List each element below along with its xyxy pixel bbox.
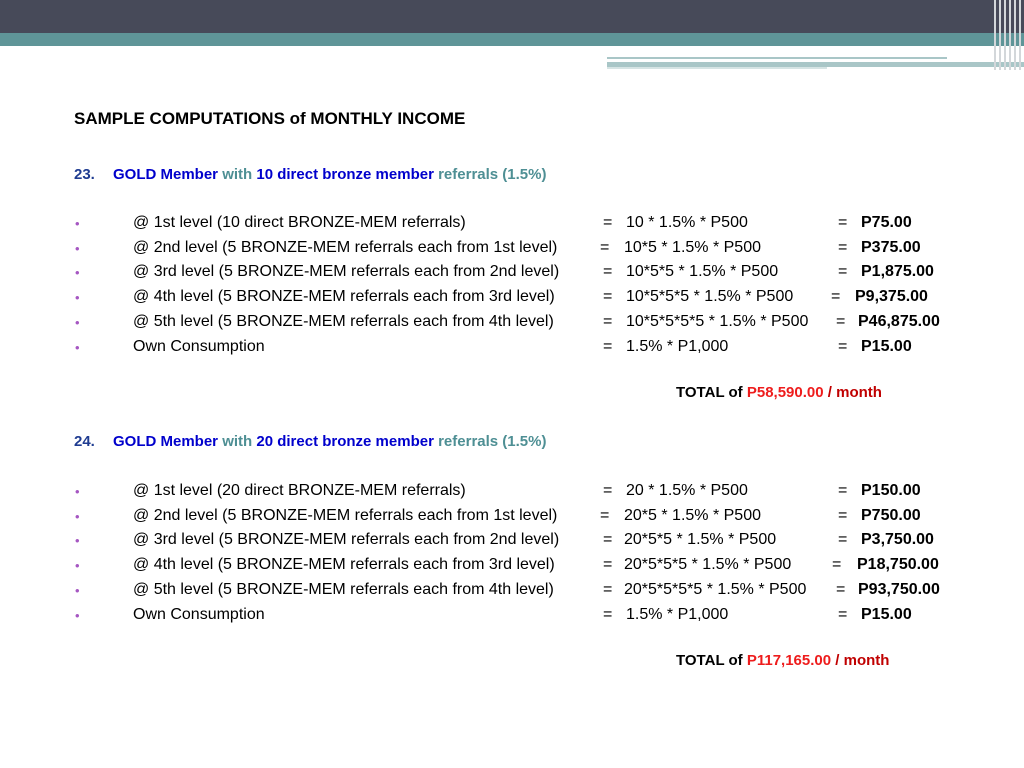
formula: 10*5*5*5*5 * 1.5% * P500 <box>626 313 809 330</box>
equals-sign: = <box>831 288 841 305</box>
equals-sign: = <box>603 214 613 231</box>
equals-sign: = <box>603 606 613 623</box>
equals-sign: = <box>603 556 613 573</box>
total-value: P117,165.00 <box>746 652 832 669</box>
equals-sign: = <box>603 263 613 280</box>
total-label: TOTAL of <box>676 652 743 669</box>
list-item <box>0 313 1024 335</box>
list-item <box>0 263 1024 285</box>
member-label: GOLD Member <box>113 166 219 183</box>
with-label: with <box>222 166 253 183</box>
result-value: P93,750.00 <box>858 581 940 598</box>
section-number: 23. <box>74 166 95 183</box>
formula: 10 * 1.5% * P500 <box>626 214 748 231</box>
formula: 10*5 * 1.5% * P500 <box>624 239 761 256</box>
equals-sign: = <box>838 214 848 231</box>
list-item <box>0 531 1024 553</box>
list-item <box>0 556 1024 578</box>
level-description: @ 1st level (10 direct BRONZE-MEM referrals) <box>133 214 466 231</box>
level-description: @ 2nd level (5 BRONZE-MEM referrals each from 1st level) <box>133 239 558 256</box>
equals-sign: = <box>603 531 613 548</box>
level-description: @ 5th level (5 BRONZE-MEM referrals each from 4th level) <box>133 581 554 598</box>
member-label: GOLD Member <box>113 433 219 450</box>
formula: 20*5*5*5*5 * 1.5% * P500 <box>624 581 807 598</box>
header-bar <box>0 0 1024 33</box>
result-value: P375.00 <box>861 239 921 256</box>
list-item <box>0 214 1024 236</box>
accent-line <box>607 57 947 59</box>
formula: 10*5*5 * 1.5% * P500 <box>626 263 779 280</box>
decorative-stripe <box>1004 0 1006 70</box>
result-value: P15.00 <box>861 338 912 355</box>
formula: 20*5 * 1.5% * P500 <box>624 507 761 524</box>
result-value: P46,875.00 <box>858 313 940 330</box>
list-item <box>0 482 1024 504</box>
level-description: @ 1st level (20 direct BRONZE-MEM referrals) <box>133 482 466 499</box>
level-description: @ 5th level (5 BRONZE-MEM referrals each from 4th level) <box>133 313 554 330</box>
equals-sign: = <box>838 239 848 256</box>
bullet-icon: • <box>75 583 80 598</box>
level-description: @ 3rd level (5 BRONZE-MEM referrals each from 2nd level) <box>133 531 560 548</box>
formula: 1.5% * P1,000 <box>626 606 729 623</box>
total-suffix: / month <box>827 384 882 401</box>
bullet-icon: • <box>75 241 80 256</box>
formula: 20 * 1.5% * P500 <box>626 482 748 499</box>
referrals-label: referrals (1.5%) <box>438 166 547 183</box>
list-item <box>0 581 1024 603</box>
equals-sign: = <box>600 507 610 524</box>
result-value: P1,875.00 <box>861 263 934 280</box>
equals-sign: = <box>600 239 610 256</box>
list-item <box>0 338 1024 360</box>
accent-line <box>607 67 827 69</box>
with-label: with <box>222 433 253 450</box>
equals-sign: = <box>603 581 613 598</box>
bullet-icon: • <box>75 509 80 524</box>
total-line <box>676 652 889 669</box>
bullet-icon: • <box>75 484 80 499</box>
level-description: @ 4th level (5 BRONZE-MEM referrals each from 3rd level) <box>133 288 555 305</box>
bullet-icon: • <box>75 290 80 305</box>
decorative-stripe <box>999 0 1001 70</box>
total-value: P58,590.00 <box>746 384 824 401</box>
section-heading <box>74 433 547 450</box>
teal-accent-bar <box>0 33 1024 46</box>
equals-sign: = <box>603 338 613 355</box>
decorative-stripe <box>994 0 996 70</box>
level-description: @ 3rd level (5 BRONZE-MEM referrals each from 2nd level) <box>133 263 560 280</box>
total-label: TOTAL of <box>676 384 743 401</box>
equals-sign: = <box>838 507 848 524</box>
formula: 1.5% * P1,000 <box>626 338 729 355</box>
result-value: P75.00 <box>861 214 912 231</box>
equals-sign: = <box>838 338 848 355</box>
level-description: @ 4th level (5 BRONZE-MEM referrals each from 3rd level) <box>133 556 555 573</box>
bullet-icon: • <box>75 265 80 280</box>
list-item <box>0 507 1024 529</box>
bullet-icon: • <box>75 558 80 573</box>
equals-sign: = <box>838 531 848 548</box>
result-value: P18,750.00 <box>857 556 939 573</box>
equals-sign: = <box>836 581 846 598</box>
formula: 10*5*5*5 * 1.5% * P500 <box>626 288 794 305</box>
total-line <box>676 384 882 401</box>
equals-sign: = <box>603 313 613 330</box>
equals-sign: = <box>838 606 848 623</box>
list-item <box>0 606 1024 628</box>
equals-sign: = <box>603 288 613 305</box>
result-value: P9,375.00 <box>855 288 928 305</box>
decorative-stripe <box>1019 0 1021 70</box>
level-description: @ 2nd level (5 BRONZE-MEM referrals each from 1st level) <box>133 507 558 524</box>
equals-sign: = <box>603 482 613 499</box>
result-value: P15.00 <box>861 606 912 623</box>
referral-description: 20 direct bronze member <box>256 433 434 450</box>
equals-sign: = <box>838 263 848 280</box>
section-number: 24. <box>74 433 95 450</box>
list-item <box>0 239 1024 261</box>
formula: 20*5*5*5 * 1.5% * P500 <box>624 556 792 573</box>
level-description: Own Consumption <box>133 606 265 623</box>
result-value: P150.00 <box>861 482 921 499</box>
decorative-stripe <box>1014 0 1016 70</box>
total-suffix: / month <box>835 652 890 669</box>
decorative-stripe <box>1009 0 1011 70</box>
bullet-icon: • <box>75 315 80 330</box>
section-heading <box>74 166 547 183</box>
bullet-icon: • <box>75 608 80 623</box>
equals-sign: = <box>836 313 846 330</box>
equals-sign: = <box>832 556 842 573</box>
referral-description: 10 direct bronze member <box>256 166 434 183</box>
list-item <box>0 288 1024 310</box>
level-description: Own Consumption <box>133 338 265 355</box>
bullet-icon: • <box>75 533 80 548</box>
bullet-icon: • <box>75 340 80 355</box>
referrals-label: referrals (1.5%) <box>438 433 547 450</box>
equals-sign: = <box>838 482 848 499</box>
result-value: P3,750.00 <box>861 531 934 548</box>
formula: 20*5*5 * 1.5% * P500 <box>624 531 777 548</box>
result-value: P750.00 <box>861 507 921 524</box>
bullet-icon: • <box>75 216 80 231</box>
page-title: SAMPLE COMPUTATIONS of MONTHLY INCOME <box>74 109 466 128</box>
